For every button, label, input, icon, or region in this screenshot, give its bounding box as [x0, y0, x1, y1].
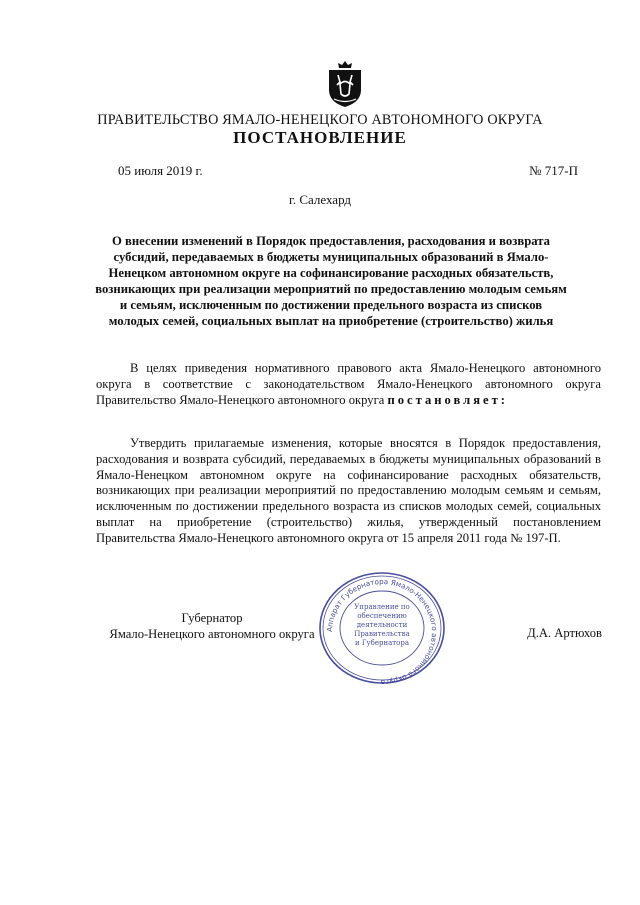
signer-title-line2: Ямало-Ненецкого автономного округа — [109, 627, 315, 641]
decree-word: постановляет: — [387, 392, 508, 407]
stamp-inner-line: обеспечению — [357, 612, 407, 620]
stamp-inner-line: и Губернатора — [354, 639, 410, 647]
government-name: ПРАВИТЕЛЬСТВО ЯМАЛО-НЕНЕЦКОГО АВТОНОМНОГО ОКРУГА — [97, 112, 543, 128]
document-title: О внесении изменений в Порядок предоставления, расходования и возврата субсидий, передаваемых в бюджеты муниципальных образований в Ямало-Ненецком автономном округе на софинансирование расходных обязательств, возникающих при реализации мероприятий по предоставлению молодым семьям и семьям, исключенным по достижении предельного возраста из списков молодых семей, социальных выплат на приобретение (строительство) жилья — [95, 234, 567, 328]
official-stamp — [316, 570, 448, 686]
resolution-paragraph: Утвердить прилагаемые изменения, которые вносятся в Порядок предоставления, расходования и возврата субсидий, передаваемых в бюджеты муниципальных образований в Ямало-Ненецком автономном округе на софинансирование расходных обязательств, возникающих при реализации мероприятий по предоставлению молодым семьям и семьям, исключенным по достижении предельного возраста из списков молодых семей, социальных выплат на приобретение (строительство) жилья, утвержденный постановлением Правительства Ямало-Ненецкого автономного округа от 15 апреля 2011 года № 197-П. — [96, 436, 601, 545]
stamp-inner-line: Правительства — [354, 630, 410, 638]
document-number: № 717-П — [529, 163, 578, 178]
document-city: г. Салехард — [288, 192, 352, 207]
coat-of-arms-icon — [326, 60, 364, 108]
signer-title-line1: Губернатор — [181, 611, 243, 625]
document-date: 05 июля 2019 г. — [118, 163, 203, 178]
stamp-inner-line: Управление по — [354, 603, 410, 611]
preamble-paragraph — [96, 361, 601, 408]
signer-title — [96, 610, 328, 642]
document-type: ПОСТАНОВЛЕНИЕ — [233, 128, 407, 147]
stamp-ring-text: Аппарат Губернатора Ямало-Ненецкого автономного округа — [324, 576, 440, 686]
stamp-inner-line: деятельности — [356, 621, 408, 629]
signer-name: Д.А. Артюхов — [527, 626, 602, 640]
stamp-inner-text — [354, 603, 410, 647]
preamble-text: В целях приведения нормативного правового акта Ямало-Ненецкого автономного округа в соответствие с законодательством Ямало-Ненецкого автономного округа Правительство Ямало-Ненецкого автономного округа — [96, 361, 601, 407]
